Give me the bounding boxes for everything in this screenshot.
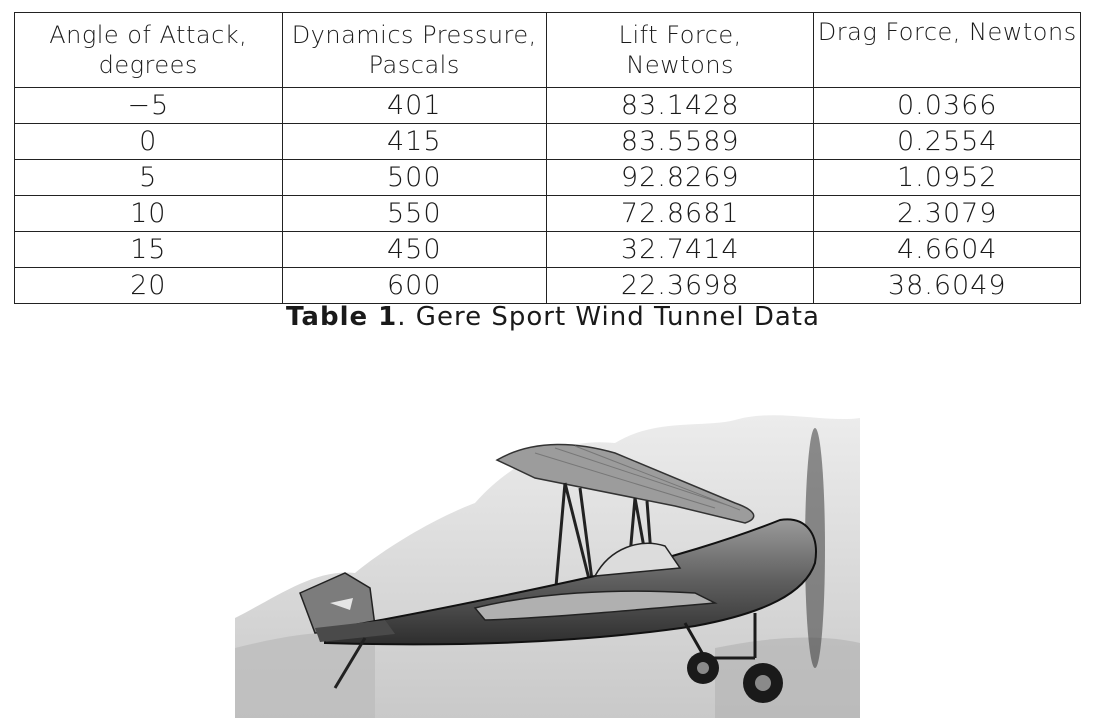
cell-pressure: 415 <box>282 124 546 160</box>
cell-lift: 72.8681 <box>546 196 814 232</box>
cell-angle: 20 <box>15 268 283 304</box>
cell-drag: 1.0952 <box>814 160 1081 196</box>
cell-drag: 2.3079 <box>814 196 1081 232</box>
cell-lift: 83.5589 <box>546 124 814 160</box>
table-caption <box>0 298 1106 336</box>
cell-pressure: 600 <box>282 268 546 304</box>
cell-lift: 92.8269 <box>546 160 814 196</box>
cell-drag: 38.6049 <box>814 268 1081 304</box>
cell-pressure: 401 <box>282 88 546 124</box>
caption-text: . Gere Sport Wind Tunnel Data <box>397 302 820 332</box>
table-row <box>15 88 1081 124</box>
header-dynamic-pressure: Dynamics Pressure, Pascals <box>282 13 546 88</box>
header-angle-of-attack: Angle of Attack, degrees <box>15 13 283 88</box>
header-lift-force: Lift Force, Newtons <box>546 13 814 88</box>
caption-label: Table 1 <box>286 302 398 332</box>
cell-angle: 15 <box>15 232 283 268</box>
cell-pressure: 550 <box>282 196 546 232</box>
cell-drag: 0.2554 <box>814 124 1081 160</box>
biplane-photo <box>235 398 860 718</box>
cell-pressure: 500 <box>282 160 546 196</box>
wind-tunnel-data-table <box>14 12 1081 304</box>
cell-drag: 0.0366 <box>814 88 1081 124</box>
cell-lift: 32.7414 <box>546 232 814 268</box>
cell-angle: −5 <box>15 88 283 124</box>
cell-angle: 0 <box>15 124 283 160</box>
cell-drag: 4.6604 <box>814 232 1081 268</box>
table-row <box>15 232 1081 268</box>
table-row <box>15 196 1081 232</box>
cloud-shading <box>235 633 375 718</box>
table-row <box>15 160 1081 196</box>
table-header-row <box>15 13 1081 88</box>
cell-angle: 5 <box>15 160 283 196</box>
table-row <box>15 124 1081 160</box>
cell-pressure: 450 <box>282 232 546 268</box>
cell-lift: 83.1428 <box>546 88 814 124</box>
header-drag-force: Drag Force, Newtons <box>814 13 1081 88</box>
cell-lift: 22.3698 <box>546 268 814 304</box>
cell-angle: 10 <box>15 196 283 232</box>
